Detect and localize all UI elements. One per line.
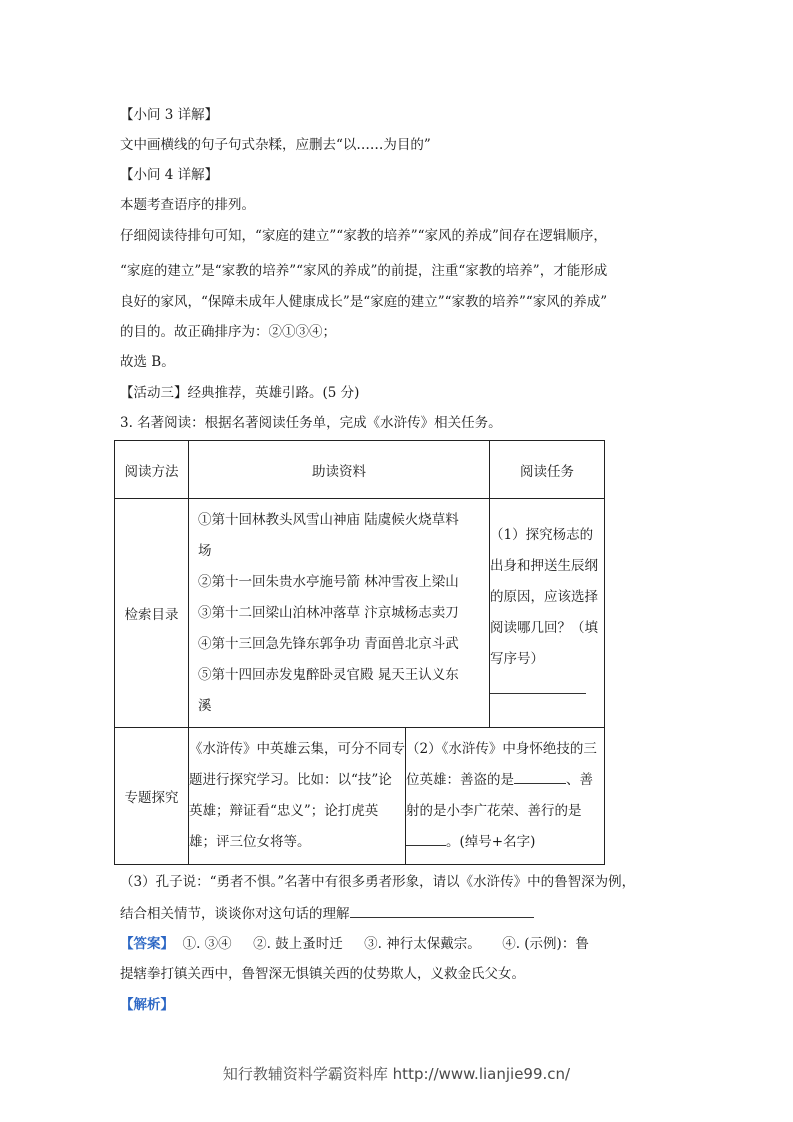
answer-line1: ①. ③④ ②. 鼓上蚤时迁 ③. 神行太保戴宗。 ④. (示例)：鲁 <box>174 936 589 952</box>
catalog-line: ①第十回林教头风雪山神庙 陆虞候火烧草料 <box>198 511 459 528</box>
q3-sub-line1: （3）孔子说：“勇者不惧。”名著中有很多勇者形象，请以《水浒传》中的鲁智深为例， <box>120 874 636 890</box>
answer-line2: 提辖拳打镇关西中，鲁智深无惧镇关西的仗势欺人，义救金氏父女。 <box>120 966 525 982</box>
q4-paragraph-line: 仔细阅读待排句可知，“家庭的建立”“家教的培养”“家风的养成”间存在逻辑顺序， <box>120 228 607 244</box>
q3-explanation: 文中画横线的句子句式杂糅，应删去“以……为目的” <box>120 137 431 153</box>
row2-material: 《水浒传》中英雄云集，可分不同专题进行探究学习。比如：以“技”论英雄；辩证看“忠义”；论打虎英雄；评三位女将等。 <box>189 728 406 865</box>
q4-paragraph-line: “家庭的建立”是“家教的培养”“家风的养成”的前提，注重“家教的培养”，才能形成 <box>120 263 608 279</box>
answer-line <box>120 935 589 953</box>
row1-task <box>490 499 605 728</box>
analysis-label: 【解析】 <box>120 997 174 1013</box>
reading-task-table <box>114 440 605 865</box>
catalog-line: ③第十二回梁山泊林冲落草 汴京城杨志卖刀 <box>198 604 459 621</box>
q4-paragraph-line: 的目的。故正确排序为：②①③④； <box>120 324 336 340</box>
answer-label: 【答案】 <box>120 936 174 952</box>
q3-sub-line2 <box>120 904 534 923</box>
answer-blank <box>490 680 586 694</box>
footer-watermark: 知行教辅资料学霸资料库 http://www.lianjie99.cn/ <box>222 1065 571 1083</box>
q4-paragraph-line: 良好的家风，“保障未成年人健康成长”是“家庭的建立”“家教的培养”“家风的养成” <box>120 294 608 310</box>
activity3-heading: 【活动三】经典推荐，英雄引路。(5 分) <box>120 385 360 401</box>
header-method: 阅读方法 <box>115 441 189 499</box>
row2-task-c: 。(绰号+名字) <box>446 834 536 850</box>
q3-heading: 【小问 3 详解】 <box>120 107 219 123</box>
catalog-list <box>189 499 490 728</box>
row2-task-b: 、善射的是小李广花荣、善行的是 <box>406 772 593 819</box>
row2-task-a: （2）《水浒传》中身怀绝技的三位英雄：善盗的是 <box>406 741 597 788</box>
catalog-line: 溪 <box>198 697 212 714</box>
row1-task-text: （1）探究杨志的出身和押送生辰纲的原因，应该选择阅读哪几回？（填写序号） <box>490 527 598 667</box>
catalog-line: ④第十三回急先锋东郭争功 青面兽北京斗武 <box>198 635 459 652</box>
row2-task <box>406 728 605 865</box>
question3-stem: 3. 名著阅读：根据名著阅读任务单，完成《水浒传》相关任务。 <box>120 415 502 431</box>
q4-heading: 【小问 4 详解】 <box>120 167 219 183</box>
answer-blank <box>514 770 566 784</box>
header-task: 阅读任务 <box>490 441 605 499</box>
row2-method: 专题探究 <box>115 728 189 865</box>
answer-blank <box>406 832 446 846</box>
q4-answer: 故选 B。 <box>120 354 175 370</box>
catalog-line: 场 <box>198 542 212 559</box>
catalog-line: ⑤第十四回赤发鬼醉卧灵官殿 晁天王认义东 <box>198 666 459 683</box>
q4-intro: 本题考查语序的排列。 <box>120 197 255 213</box>
row1-method: 检索目录 <box>115 499 189 728</box>
answer-blank <box>350 904 534 918</box>
q3-sub-line2-text: 结合相关情节，谈谈你对这句话的理解 <box>120 906 350 922</box>
catalog-line: ②第十一回朱贵水亭施号箭 林冲雪夜上梁山 <box>198 573 459 590</box>
header-material: 助读资料 <box>189 441 490 499</box>
